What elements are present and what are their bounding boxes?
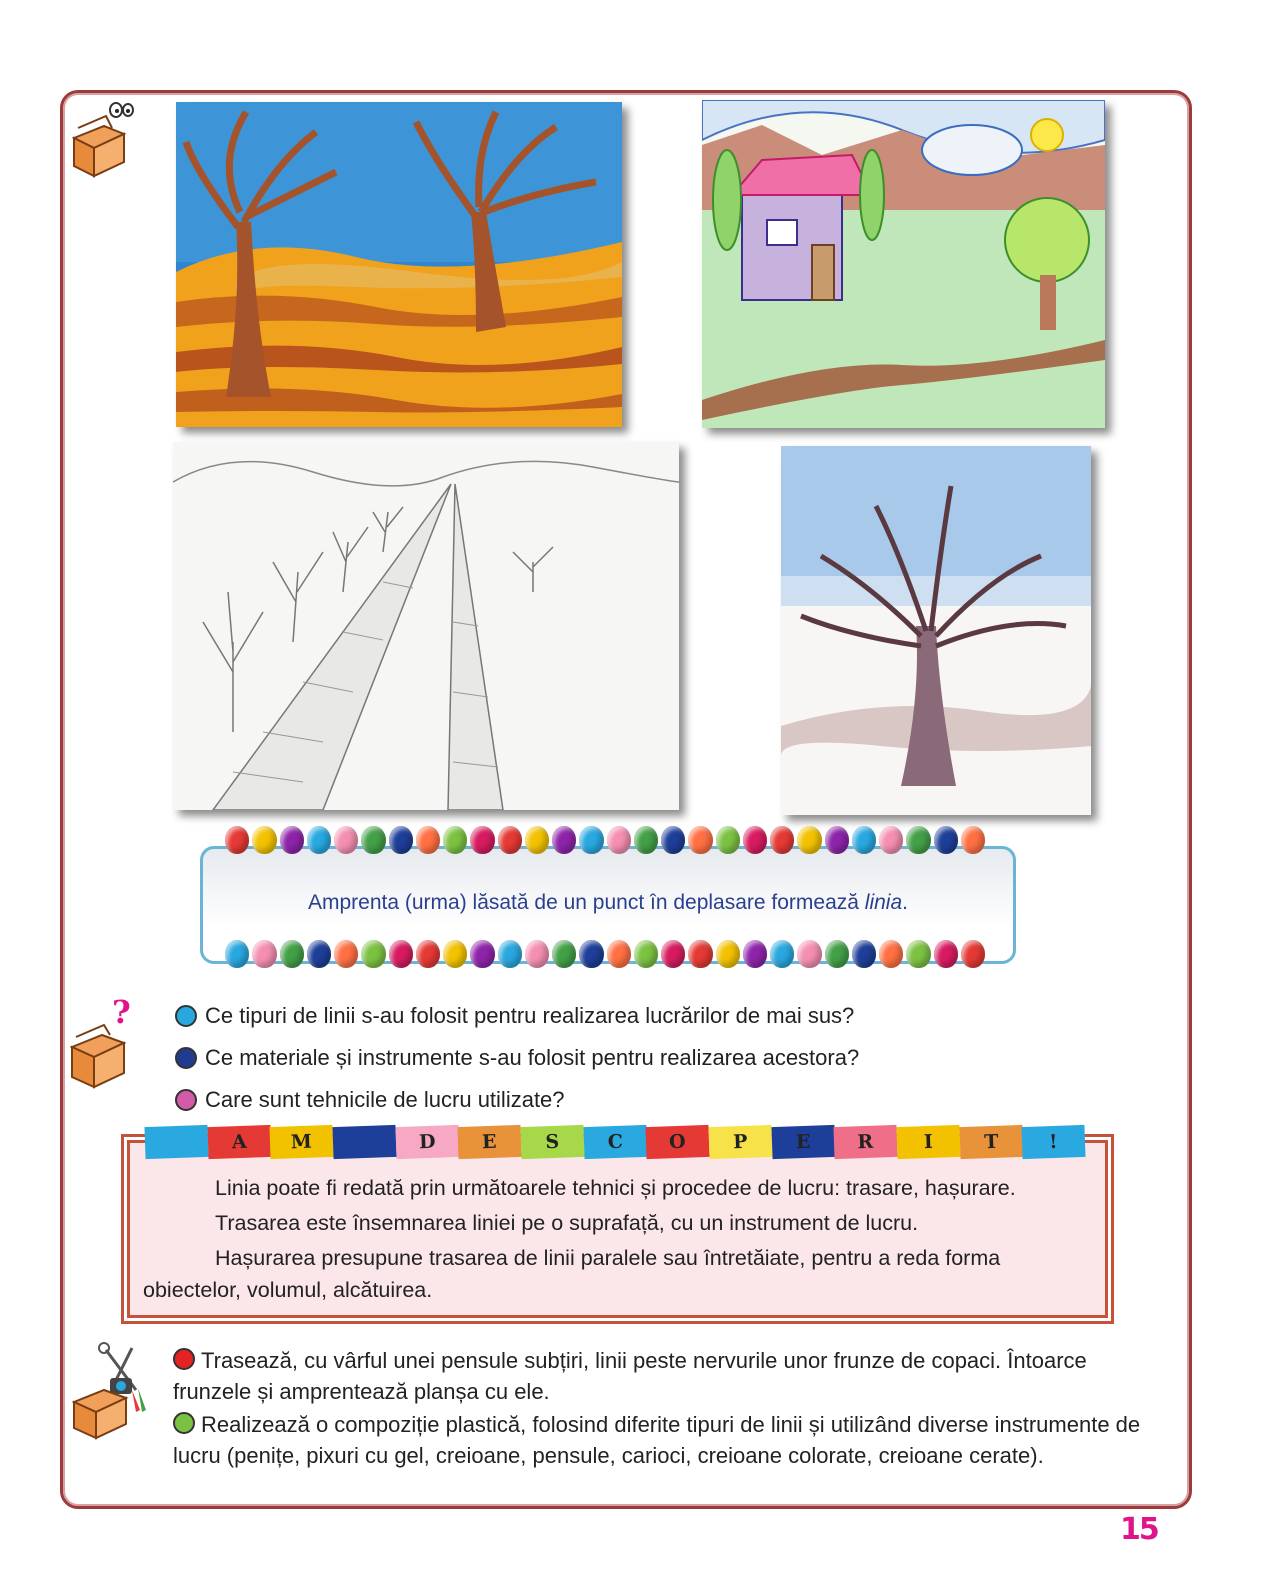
painting-autumn-trees — [176, 102, 622, 427]
discovered-paragraph: Trasarea este însemnarea liniei pe o suprafață, cu un instrument de lucru. — [215, 1211, 919, 1235]
balloon-icon — [389, 826, 413, 854]
task-item — [173, 1345, 1163, 1407]
balloon-icon — [252, 940, 276, 968]
balloon-icon — [661, 826, 685, 854]
balloon-icon — [716, 826, 740, 854]
bullet-icon — [173, 1412, 195, 1434]
question-list — [175, 995, 859, 1121]
balloon-icon — [443, 940, 467, 968]
drawing-crayon-tree — [781, 446, 1091, 815]
balloon-icon — [607, 940, 631, 968]
balloon-icon — [770, 940, 794, 968]
banner-letter — [332, 1125, 396, 1159]
balloon-icon — [470, 940, 494, 968]
balloon-icon — [934, 826, 958, 854]
balloon-icon — [498, 826, 522, 854]
balloon-icon — [389, 940, 413, 968]
question-text: Care sunt tehnicile de lucru utilizate? — [205, 1087, 565, 1112]
balloon-border-top — [225, 826, 985, 860]
task-text: Realizează o compoziție plastică, folosind diferite tipuri de linii și utilizând diverse instrumente de lucru (penițe, pixuri cu gel, creioane, pensule, carioci, creioane colorate, creioane cerate). — [173, 1412, 1141, 1468]
balloon-icon — [552, 826, 576, 854]
banner-letter: E — [458, 1125, 522, 1159]
balloon-icon — [525, 940, 549, 968]
svg-text:?: ? — [112, 995, 131, 1031]
question-item — [175, 1079, 859, 1121]
balloon-icon — [225, 940, 249, 968]
bullet-icon — [175, 1047, 197, 1069]
banner-letter: P — [709, 1125, 773, 1159]
balloon-icon — [852, 826, 876, 854]
balloon-icon — [661, 940, 685, 968]
balloon-icon — [797, 940, 821, 968]
discovered-paragraph: Linia poate fi redată prin următoarele tehnici și procedee de lucru: trasare, hașurare. — [215, 1176, 1016, 1200]
banner-letter: O — [646, 1125, 710, 1159]
discovered-paragraph: Hașurarea presupune trasarea de linii paralele sau întretăiate, pentru a reda forma obiectelor, volumul, alcătuirea. — [143, 1246, 1001, 1302]
balloon-icon — [552, 940, 576, 968]
bullet-icon — [175, 1005, 197, 1027]
balloon-icon — [525, 826, 549, 854]
question-item — [175, 1037, 859, 1079]
balloon-icon — [416, 826, 440, 854]
balloon-icon — [934, 940, 958, 968]
balloon-icon — [280, 940, 304, 968]
definition-text: Amprenta (urma) lăsată de un punct în deplasare formează linia. — [307, 891, 908, 914]
balloon-icon — [607, 826, 631, 854]
balloon-icon — [825, 826, 849, 854]
drawing-house-landscape — [702, 100, 1105, 428]
balloon-icon — [307, 826, 331, 854]
treasure-chest-tools-icon — [66, 1340, 156, 1440]
balloon-icon — [906, 940, 930, 968]
balloon-icon — [961, 940, 985, 968]
balloon-icon — [634, 826, 658, 854]
balloon-icon — [879, 940, 903, 968]
balloon-icon — [416, 940, 440, 968]
banner-letter: A — [207, 1125, 271, 1159]
treasure-chest-question-icon — [66, 995, 138, 1090]
balloon-icon — [688, 826, 712, 854]
balloon-icon — [743, 940, 767, 968]
task-list — [173, 1345, 1163, 1473]
balloon-icon — [225, 826, 249, 854]
balloon-icon — [688, 940, 712, 968]
discovered-banner — [145, 1126, 1085, 1158]
banner-letter: ! — [1022, 1125, 1086, 1159]
balloon-icon — [443, 826, 467, 854]
balloon-icon — [307, 940, 331, 968]
banner-letter: E — [771, 1125, 835, 1159]
balloon-icon — [906, 826, 930, 854]
banner-letter: S — [520, 1125, 584, 1159]
treasure-chest-eyes-icon — [66, 98, 136, 178]
question-item — [175, 995, 859, 1037]
balloon-icon — [770, 826, 794, 854]
balloon-icon — [961, 826, 985, 854]
balloon-icon — [579, 940, 603, 968]
balloon-icon — [716, 940, 740, 968]
banner-letter: R — [834, 1125, 898, 1159]
banner-letter: C — [583, 1125, 647, 1159]
balloon-icon — [743, 826, 767, 854]
discovered-text — [143, 1172, 1093, 1309]
question-text: Ce tipuri de linii s-au folosit pentru realizarea lucrărilor de mai sus? — [205, 1003, 855, 1028]
balloon-icon — [280, 826, 304, 854]
balloon-icon — [361, 826, 385, 854]
page-number: 15 — [1120, 1512, 1158, 1547]
bullet-icon — [175, 1089, 197, 1111]
balloon-icon — [498, 940, 522, 968]
banner-letter: I — [897, 1125, 961, 1159]
balloon-icon — [579, 826, 603, 854]
banner-letter: M — [270, 1125, 334, 1159]
balloon-icon — [470, 826, 494, 854]
balloon-icon — [825, 940, 849, 968]
balloon-icon — [852, 940, 876, 968]
bullet-icon — [173, 1348, 195, 1370]
balloon-icon — [634, 940, 658, 968]
question-text: Ce materiale și instrumente s-au folosit pentru realizarea acestora? — [205, 1045, 860, 1070]
balloon-icon — [797, 826, 821, 854]
balloon-icon — [252, 826, 276, 854]
balloon-border-bottom — [225, 940, 985, 974]
task-text: Trasează, cu vârful unei pensule subțiri, linii peste nervurile unor frunze de copaci. Întoarce frunzele și amprentează planșa cu ele. — [173, 1348, 1087, 1404]
banner-letter — [144, 1125, 208, 1159]
balloon-icon — [879, 826, 903, 854]
banner-letter: D — [395, 1125, 459, 1159]
balloon-icon — [361, 940, 385, 968]
banner-letter: T — [959, 1125, 1023, 1159]
balloon-icon — [334, 826, 358, 854]
drawing-pencil-road — [173, 442, 679, 810]
balloon-icon — [334, 940, 358, 968]
task-item — [173, 1409, 1163, 1471]
